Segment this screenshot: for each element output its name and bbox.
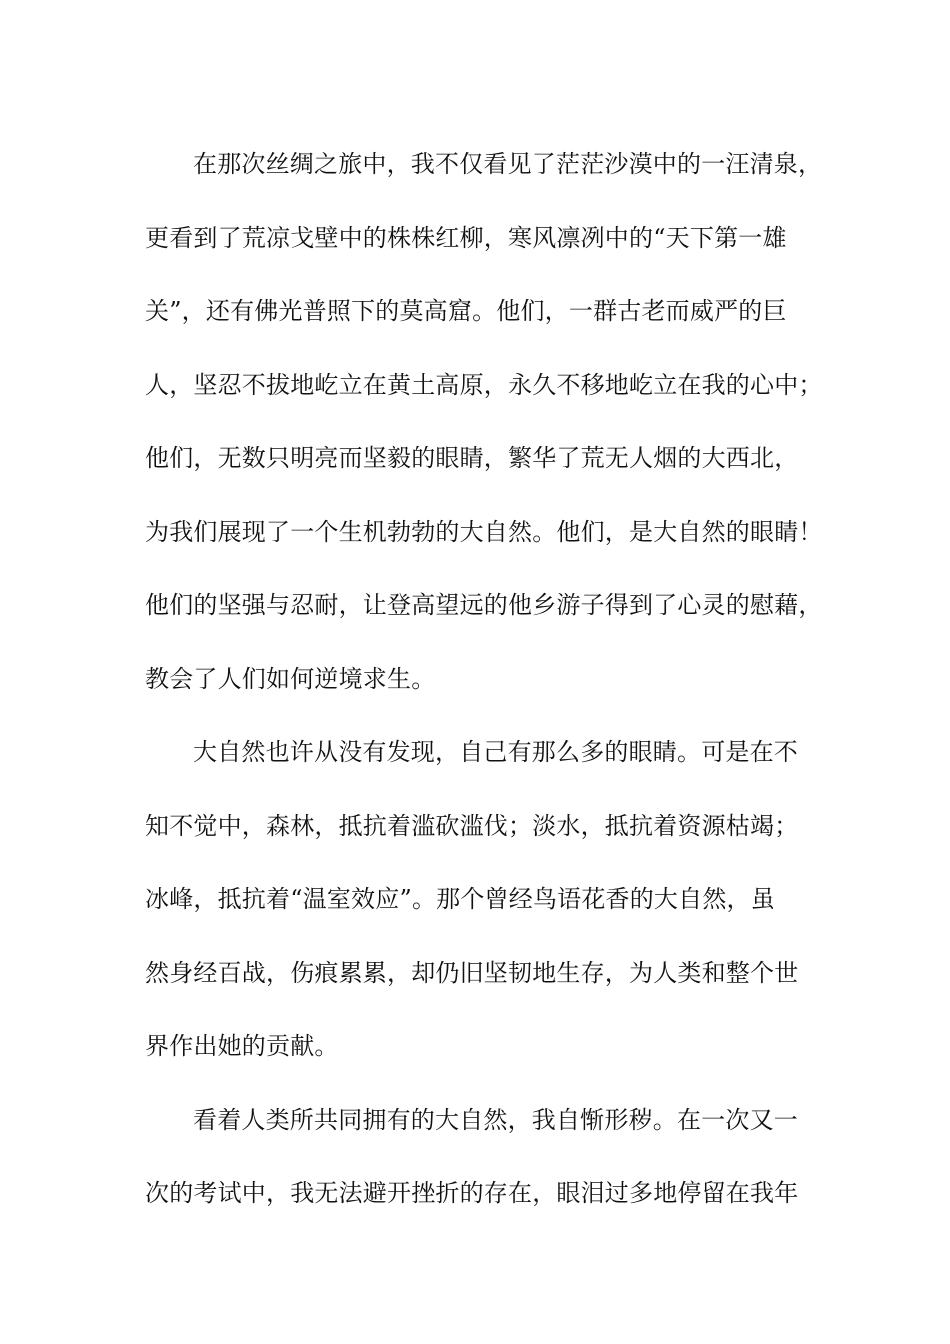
text-line: 大自然也许从没有发现，自己有那么多的眼睛。可是在不 bbox=[193, 738, 798, 766]
text-line: 为我们展现了一个生机勃勃的大自然。他们，是大自然的眼睛！ bbox=[145, 517, 823, 546]
text-line: 在那次丝绸之旅中，我不仅看见了茫茫沙漠中的一汪清泉， bbox=[193, 150, 823, 178]
text-line: 他们的坚强与忍耐，让登高望远的他乡游子得到了心灵的慰藉， bbox=[145, 591, 823, 619]
text-line: 界作出她的贡献。 bbox=[145, 1032, 339, 1060]
text-line: 次的考试中，我无法避开挫折的存在，眼泪过多地停留在我年 bbox=[145, 1179, 799, 1207]
text-line: 冰峰，抵抗着“温室效应”。那个曾经鸟语花香的大自然，虽 bbox=[145, 885, 775, 913]
text-line: 更看到了荒凉戈壁中的株株红柳，寒风凛冽中的“天下第一雄 bbox=[145, 223, 787, 252]
paragraph bbox=[145, 1084, 825, 1231]
text-line: 看着人类所共同拥有的大自然，我自惭形秽。在一次又一 bbox=[193, 1105, 798, 1134]
text-line: 教会了人们如何逆境求生。 bbox=[145, 664, 436, 693]
text-line: 他们，无数只明亮而坚毅的眼睛，繁华了荒无人烟的大西北， bbox=[145, 444, 799, 472]
paragraph bbox=[145, 716, 825, 1084]
text-line: 知不觉中，森林，抵抗着滥砍滥伐；淡水，抵抗着资源枯竭； bbox=[145, 811, 799, 840]
text-line: 人，坚忍不拔地屹立在黄土高原，永久不移地屹立在我的心中； bbox=[145, 370, 823, 399]
essay-text bbox=[145, 128, 825, 1231]
paragraph bbox=[145, 128, 825, 716]
text-line: 关”，还有佛光普照下的莫高窟。他们，一群古老而威严的巨 bbox=[145, 297, 787, 325]
text-line: 然身经百战，伤痕累累，却仍旧坚韧地生存，为人类和整个世 bbox=[145, 958, 799, 987]
